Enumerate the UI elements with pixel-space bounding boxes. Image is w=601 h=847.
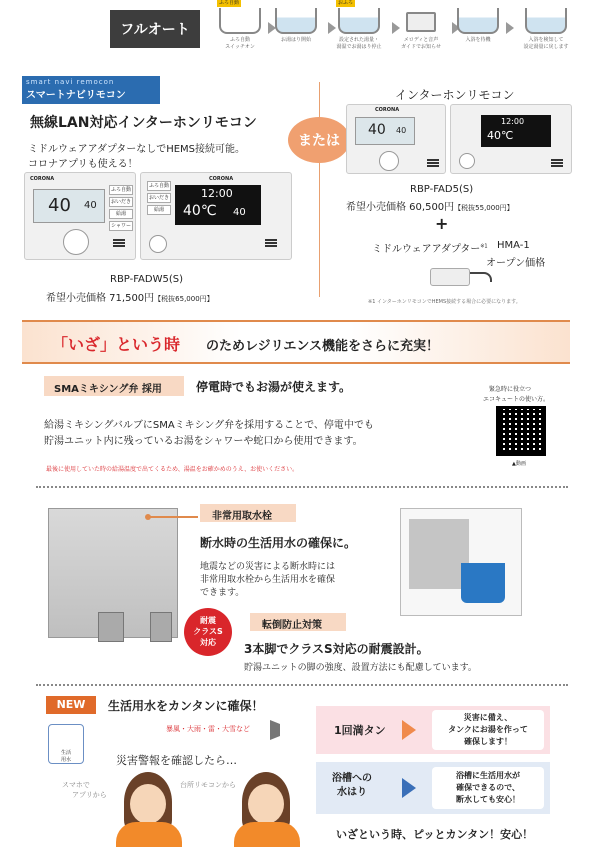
- right-price: 希望小売価格 60,500円【税抜55,000円】: [346, 202, 514, 213]
- brand-label: CORONA: [209, 176, 234, 182]
- call-button[interactable]: [459, 153, 475, 169]
- sma-note: 最後に使用していた時の給湯温度で出てくるため、湯温をお確かめのうえ、お使いください。: [46, 466, 299, 473]
- menu-icon[interactable]: [265, 239, 277, 247]
- sma-body-1: 給湯ミキシングバルブにSMAミキシング弁を採用することで、停電中でも: [44, 420, 374, 431]
- reheat-button[interactable]: おいだき: [148, 195, 169, 201]
- dark-screen: 12:00 40℃: [481, 115, 551, 147]
- megaphone-icon: [270, 720, 300, 740]
- bucket-photo: [400, 508, 522, 616]
- tank-image: [409, 519, 469, 589]
- auto-bath-button[interactable]: ふろ自動: [110, 187, 131, 193]
- step-caption: 入浴を待機: [465, 37, 491, 43]
- adapter-price: オープン価格: [486, 258, 546, 269]
- sma-body-2: 貯湯ユニット内に残っているお湯をシャワーや蛇口から使用できます。: [44, 436, 363, 447]
- plus-sign: +: [435, 214, 449, 233]
- arrow-right-icon: [402, 778, 416, 798]
- auto-bath-button[interactable]: ふろ自動: [148, 183, 169, 189]
- step-caption: メロディと音声 ガイドでお知らせ: [401, 37, 441, 50]
- step-6: [508, 6, 584, 62]
- footer-tagline: いざという時、ピッとカンタン！安心！: [336, 828, 534, 841]
- water-tap-icon: 生活 用水: [48, 724, 84, 764]
- qr-code[interactable]: [496, 406, 546, 456]
- footnote: ※1 インターホンリモコンでHEMS接続する場合に必要になります。: [368, 299, 521, 305]
- row1-description: 災害に備え、 タンクにお湯を作って 確保します！: [432, 710, 544, 750]
- row2-label: 浴槽への 水はり: [332, 773, 372, 798]
- dial-button[interactable]: [63, 229, 89, 255]
- seismic-body: 貯湯ユニットの脚の強度、設置方法にも配慮しています。: [244, 663, 477, 673]
- step-caption: 設定された湯量・ 湯温でお湯はり停止: [336, 37, 382, 50]
- alert-check: 災害警報を確認したら…: [116, 754, 237, 767]
- menu-icon[interactable]: [113, 239, 125, 247]
- new-badge: NEW: [46, 696, 96, 714]
- row1-label: 1回満タン: [334, 724, 386, 737]
- emergency-body-1: 地震などの災害による断水時には: [200, 562, 336, 572]
- left-desc-2: コロナアプリも使える！: [28, 159, 138, 170]
- phone-caption-1: スマホで: [62, 781, 90, 789]
- bathtub-icon: おふろ: [338, 8, 380, 34]
- tank-leg: [150, 612, 172, 642]
- faucet-tag: 非常用取水栓: [200, 504, 296, 522]
- step-caption: ふろ自動 スイッチオン: [225, 37, 255, 50]
- seismic-heading: 3本脚でクラスS対応の耐震設計。: [244, 642, 429, 656]
- pointer-dot: [145, 514, 151, 520]
- fullauto-tab: フルオート: [110, 10, 200, 48]
- resilience-banner: 「いざ」という時 のためレジリエンス機能をさらに充実！: [22, 320, 570, 364]
- person-2-apron: [234, 822, 300, 847]
- lcd-screen: 40 40: [33, 189, 105, 223]
- call-button[interactable]: [149, 235, 167, 253]
- bathtub-icon: [457, 8, 499, 34]
- new-heading: 生活用水をカンタンに確保！: [108, 699, 264, 713]
- hot-water-button[interactable]: 給湯: [109, 209, 133, 219]
- dark-screen: 12:00 40℃ 40: [175, 185, 261, 225]
- sma-tag: SMAミキシング弁 採用: [44, 376, 184, 396]
- bathtub-icon: ふろ自動: [219, 8, 261, 34]
- row2-description: 浴槽に生活用水が 確保できるので、 断水しても安心！: [432, 767, 544, 809]
- left-heading: 無線LAN対応インターホンリモコン: [30, 115, 257, 131]
- left-model: RBP-FADW5(S): [110, 274, 184, 285]
- step-caption: 入浴を検知して 設定湯量に戻します: [523, 37, 569, 50]
- cable-icon: [470, 272, 492, 282]
- dotted-divider: [36, 684, 568, 686]
- left-price: 希望小売価格 71,500円【税抜65,000円】: [46, 293, 214, 304]
- remote-left-1: [24, 172, 136, 260]
- step-caption: お湯はり開始: [280, 37, 311, 43]
- hot-water-button[interactable]: 給湯: [147, 205, 171, 215]
- adapter-label: ミドルウェアアダプター$^{※1}$: [372, 243, 488, 255]
- sma-heading: 停電時でもお湯が使えます。: [196, 380, 352, 394]
- bath-fill-row: [316, 762, 550, 814]
- bathtub-icon: [275, 8, 317, 34]
- adapter-model: HMA-1: [497, 240, 530, 251]
- qr-caption-1: 緊急時に役立つ: [489, 386, 532, 393]
- seismic-badge: 耐震 クラスS 対応: [184, 608, 232, 656]
- anti-tip-tag: 転倒防止対策: [250, 613, 346, 631]
- reheat-button[interactable]: おいだき: [110, 199, 131, 205]
- dial-button[interactable]: [379, 151, 399, 171]
- phone-caption-2: アプリから: [72, 791, 107, 799]
- person-1-apron: [116, 822, 182, 847]
- smart-navi-logo: smart navi remocon スマートナビリモコン: [22, 76, 160, 104]
- arrow-right-icon: [402, 720, 416, 740]
- left-desc-1: ミドルウェアアダプターなしでHEMS接続可能。: [28, 144, 246, 155]
- lcd-screen: 40 40: [355, 117, 415, 145]
- remote-right-2: [450, 104, 572, 174]
- step-3: [322, 0, 396, 62]
- person-2-face: [248, 784, 284, 824]
- menu-icon[interactable]: [551, 159, 563, 167]
- emergency-body-3: できます。: [200, 588, 245, 598]
- bathtub-person-icon: [525, 8, 567, 34]
- remote-left-2: [140, 172, 292, 260]
- divider: [319, 82, 320, 297]
- menu-icon[interactable]: [427, 159, 439, 167]
- emergency-body-2: 非常用取水栓から生活用水を確保: [200, 575, 336, 585]
- tank-leg: [98, 612, 124, 642]
- full-tank-row: [316, 706, 550, 754]
- brand-label: CORONA: [30, 176, 55, 182]
- remote-right-1: CORONA 40 40: [346, 104, 446, 174]
- dotted-divider: [36, 486, 568, 488]
- or-badge: または: [288, 117, 350, 163]
- right-model: RBP-FAD5(S): [410, 184, 474, 195]
- shower-button[interactable]: シャワー: [109, 221, 133, 231]
- emergency-heading: 断水時の生活用水の確保に。: [200, 536, 357, 550]
- qr-caption-2: エコキュートの使い方。: [483, 396, 550, 403]
- pointer-line: [148, 516, 198, 518]
- person-1-face: [130, 784, 166, 824]
- remote-icon: [406, 12, 436, 32]
- adapter-image: [430, 268, 470, 286]
- qr-video-label: ▲動画: [512, 461, 526, 467]
- alert-words: 暴風・大雨・雷・大雪など: [166, 725, 250, 733]
- bucket-icon: [461, 563, 505, 603]
- right-heading: インターホンリモコン: [395, 88, 515, 102]
- remote-caption: 台所リモコンから: [180, 781, 236, 789]
- step-5: [446, 6, 510, 62]
